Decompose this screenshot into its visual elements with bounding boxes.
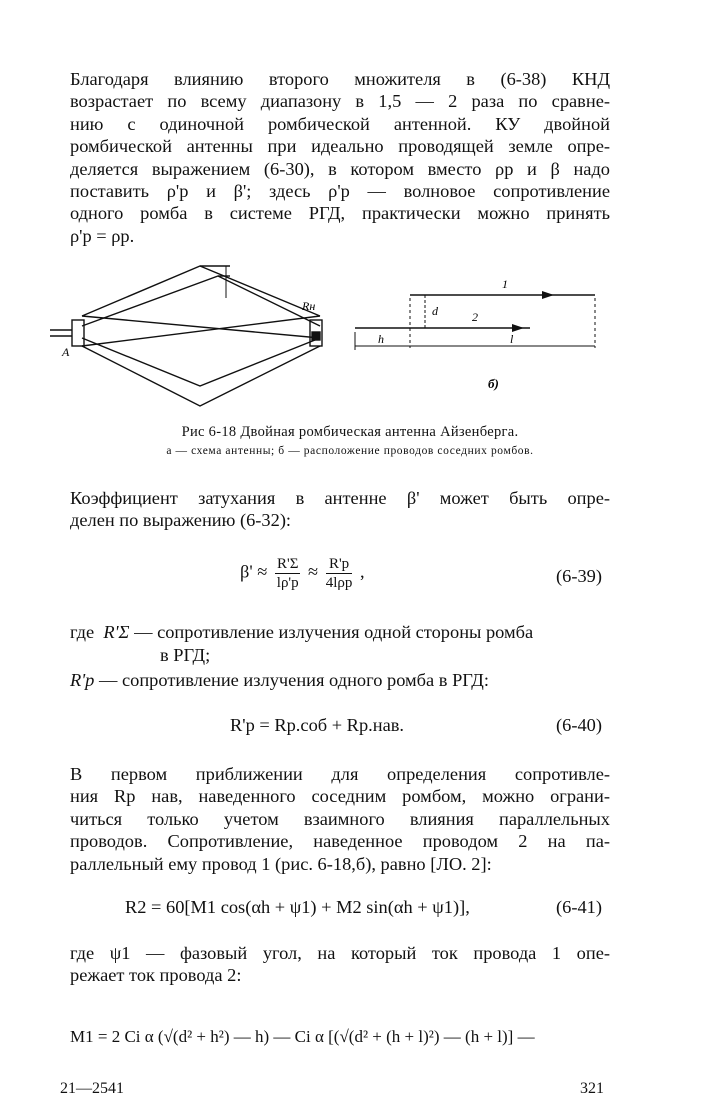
- paragraph-3: [70, 763, 610, 875]
- text-line: возрастает по всему диапазону в 1,5 — 2 раза по сравне-: [70, 91, 610, 112]
- text-line: проводов. Сопротивление, наведенное проводом 2 на па-: [70, 831, 610, 852]
- text-line: ромбической антенны при идеально проводящей земле опре-: [70, 136, 610, 157]
- label-h: h: [378, 332, 384, 346]
- text-line: делен по выражению (6-32):: [70, 510, 292, 531]
- rhombus-2-lower: [82, 346, 320, 406]
- signature-mark: 21—2541: [60, 1080, 124, 1097]
- definition-text: — сопротивление излучения одного ромба в РГД:: [98, 670, 489, 690]
- fraction-2-denominator: 4lρр: [325, 575, 353, 591]
- where-word: где: [70, 622, 95, 642]
- label-d: d: [432, 304, 438, 318]
- eq-comma: ,: [360, 561, 365, 582]
- caption-legend: а — схема антенны; б — расположение проводов соседних ромбов.: [166, 445, 534, 457]
- text-line: нию с одиночной ромбической антенной. КУ двойной: [70, 113, 610, 134]
- symbol-r-p: R'р: [70, 670, 95, 690]
- definition-r-p: [70, 670, 489, 691]
- label-wire-1: 1: [502, 277, 508, 291]
- paragraph-2: [70, 487, 610, 532]
- fraction-2-numerator: R'р: [326, 555, 353, 574]
- text-line: ρ'р = ρр.: [70, 225, 135, 246]
- symbol-r-sigma: R'Σ: [103, 622, 130, 642]
- definition-text: — сопротивление излучения одной стороны ромба: [134, 622, 534, 642]
- caption-title: Рис 6-18 Двойная ромбическая антенна Айзенберга.: [181, 424, 519, 440]
- text-line: В первом приближении для определения сопротивле-: [70, 764, 610, 784]
- text-line: поставить ρ'р и β'; здесь ρ'р — волновое сопротивление: [70, 181, 610, 202]
- equation-6-41: R2 = 60[M1 cos(αh + ψ1) + M2 sin(αh + ψ1)],: [125, 897, 470, 917]
- figure-caption: [70, 422, 630, 460]
- definition-text-cont: в РГД;: [160, 645, 211, 665]
- label-l: l: [510, 332, 514, 346]
- fraction-1-numerator: R'Σ: [276, 556, 299, 572]
- label-b: б): [488, 376, 499, 391]
- label-a: A: [62, 345, 70, 359]
- fraction-2: [326, 555, 353, 592]
- text-line: Коэффициент затухания в антенне β' может быть опре-: [70, 488, 610, 508]
- equation-number-6-40: (6-40): [556, 715, 602, 735]
- text-line: деляется выражением (6-30), в котором вместо ρр и β надо: [70, 158, 610, 179]
- label-rn: Rн: [302, 299, 316, 313]
- rhombic-antenna-diagram: [50, 266, 322, 406]
- label-wire-2: 2: [472, 310, 478, 324]
- rhombus-1-cross: [82, 316, 320, 338]
- paragraph-1: [70, 68, 610, 247]
- text-line: где ψ1 — фазовый угол, на который ток провода 1 опе-: [70, 943, 610, 963]
- text-line: раллельный ему провод 1 (рис. 6-18,б), равно [ЛО. 2]:: [70, 853, 492, 874]
- eq-lhs: β' ≈: [240, 561, 268, 582]
- equation-6-39: [240, 555, 365, 592]
- equation-6-40: R'р = Rр.соб + Rр.нав.: [230, 715, 405, 735]
- text-line: одного ромба в системе РГД, практически можно принять: [70, 203, 610, 224]
- page-number: 321: [580, 1080, 604, 1097]
- text-line: режает ток провода 2:: [70, 965, 242, 986]
- text-line: читься только учетом взаимного влияния параллельных: [70, 808, 610, 829]
- equation-number-6-41: (6-41): [556, 897, 602, 917]
- eq-approx: ≈: [308, 561, 319, 582]
- rhombus-1-lower: [82, 338, 320, 386]
- equation-number-6-39: (6-39): [556, 566, 602, 586]
- text-line: Благодаря влиянию второго множителя в (6-38) КНД: [70, 69, 610, 89]
- text-line: ния Rр нав, наведенного соседним ромбом, можно ограни-: [70, 786, 610, 807]
- equation-m1: M1 = 2 Ci α (√(d² + h²) — h) — Ci α [(√(d² + (h + l)²) — (h + l)] —: [70, 1027, 535, 1046]
- antenna-figure: [40, 258, 680, 418]
- fraction-1: [275, 555, 300, 592]
- rhombus-2-cross: [82, 316, 320, 346]
- paragraph-4: [70, 942, 610, 987]
- fraction-1-denominator: lρ'р: [276, 575, 299, 591]
- definition-r-sigma: [70, 622, 533, 643]
